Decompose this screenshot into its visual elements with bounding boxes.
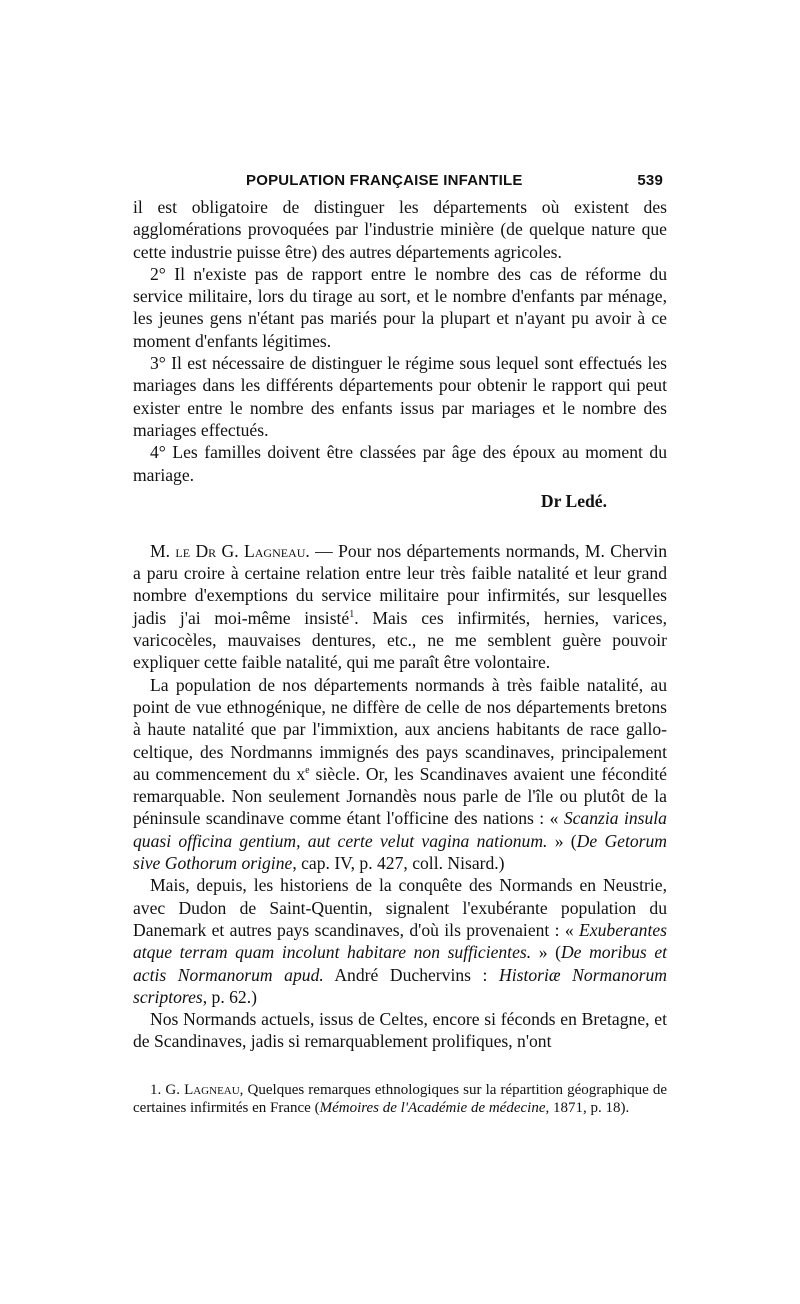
running-title: POPULATION FRANÇAISE INFANTILE: [246, 172, 523, 189]
footnote-ref: 1: [349, 608, 355, 620]
text-fragment: Mais, depuis, les historiens de la conquête des Normands en Neustrie, avec Dudon de Saint-Quentin, signalent l'exubérante population du Danemark et autres pays scandinaves, d'où ils provenaient : «: [133, 875, 667, 940]
text-fragment: Quelques remarques ethnologiques sur la répartition géographique de certaines infirmités en France (: [133, 1081, 668, 1117]
speaker-name: M. le Dr G. Lagneau.: [150, 540, 310, 561]
paragraph-point-4: 4° Les familles doivent être classées par âge des époux au moment du mariage.: [133, 442, 667, 485]
paragraph-population: [133, 674, 667, 875]
superscript: e: [305, 764, 310, 776]
text-fragment: » (: [547, 830, 577, 851]
work-title: De moribus et actis Normanorum apud.: [133, 942, 668, 985]
footnote-number: 1.: [150, 1081, 162, 1098]
text-fragment: , p. 62.): [202, 986, 257, 1007]
latin-quote: Scanzia insula quasi officina gentium, aut certe velut vagina nationum.: [133, 808, 667, 851]
footnote-1: [133, 1081, 667, 1118]
latin-quote: Exuberantes atque terram quam incolunt habitare non sufficientes.: [133, 919, 667, 963]
text-fragment: siècle. Or, les Scandinaves avaient une fécondité remarquable. Non seulement Jornandès nous parle de l'île ou plutôt de la péninsule scandinave comme étant l'officine des nations : «: [133, 763, 667, 829]
paragraph-historians: [133, 874, 667, 1008]
page-number: 539: [637, 172, 663, 189]
paragraph-normands: Nos Normands actuels, issus de Celtes, encore si féconds en Bretagne, et de Scandinaves, jadis si remarquablement prolifiques, n'ont: [133, 1009, 667, 1052]
footnote-source: Mémoires de l'Académie de médecine: [319, 1100, 546, 1117]
text-fragment: . Mais ces infirmités, hernies, varices, varicocèles, mauvaises dentures, etc., ne me semblent guère pouvoir expliquer cette faible natalité, qui me paraît être volontaire.: [133, 607, 667, 673]
text-fragment: » (: [531, 942, 561, 963]
work-title: Historiæ Normanorum scriptores: [133, 964, 667, 1007]
paragraph-continuation: il est obligatoire de distinguer les départements où existent des agglomérations provoquées par l'industrie minière (de quelque nature que cette industrie puisse être) des autres départements agricoles.: [133, 197, 667, 262]
text-fragment: André Duchervins :: [323, 964, 500, 985]
text-fragment: — Pour nos départements normands, M. Chervin a paru croire à certaine relation entre leur très faible natalité et leur grand nombre d'exemptions du service militaire pour infirmités, sur lesquelles jadis j'ai moi-même insisté: [133, 540, 667, 628]
work-title: De Getorum sive Gothorum origine: [133, 830, 667, 874]
signature: Dr Ledé.: [540, 490, 607, 511]
paragraph-lagneau-intro: [133, 540, 667, 674]
section-gap: [133, 512, 667, 540]
running-head: [133, 168, 667, 196]
paragraph-point-3: 3° Il est nécessaire de distinguer le régime sous lequel sont effectués les mariages dans les différents départements pour obtenir le rapport qui peut exister entre le nombre des enfants issus par mariages et le nombre des mariages effectués.: [133, 353, 667, 440]
book-page: [133, 168, 667, 1118]
text-fragment: La population de nos départements normands à très faible natalité, au point de vue ethnogénique, ne diffère de celle de nos départements bretons à haute natalité que par l'immixtion, aux anciens habitants de race gallo-celtique, des Nordmanns immignés des pays scandinaves, principalement au commencement du x: [133, 674, 667, 784]
footnote-author: G. Lagneau,: [165, 1081, 244, 1098]
text-fragment: , 1871, p. 18).: [545, 1100, 630, 1117]
footnotes: [133, 1081, 667, 1118]
text-fragment: , cap. IV, p. 427, coll. Nisard.): [292, 853, 505, 874]
paragraph-point-2: 2° Il n'existe pas de rapport entre le nombre des cas de réforme du service militaire, lors du tirage au sort, et le nombre d'enfants par ménage, les jeunes gens n'étant pas mariés pour la plupart et n'ayant pu avoir à ce moment d'enfants légitimes.: [133, 263, 667, 351]
